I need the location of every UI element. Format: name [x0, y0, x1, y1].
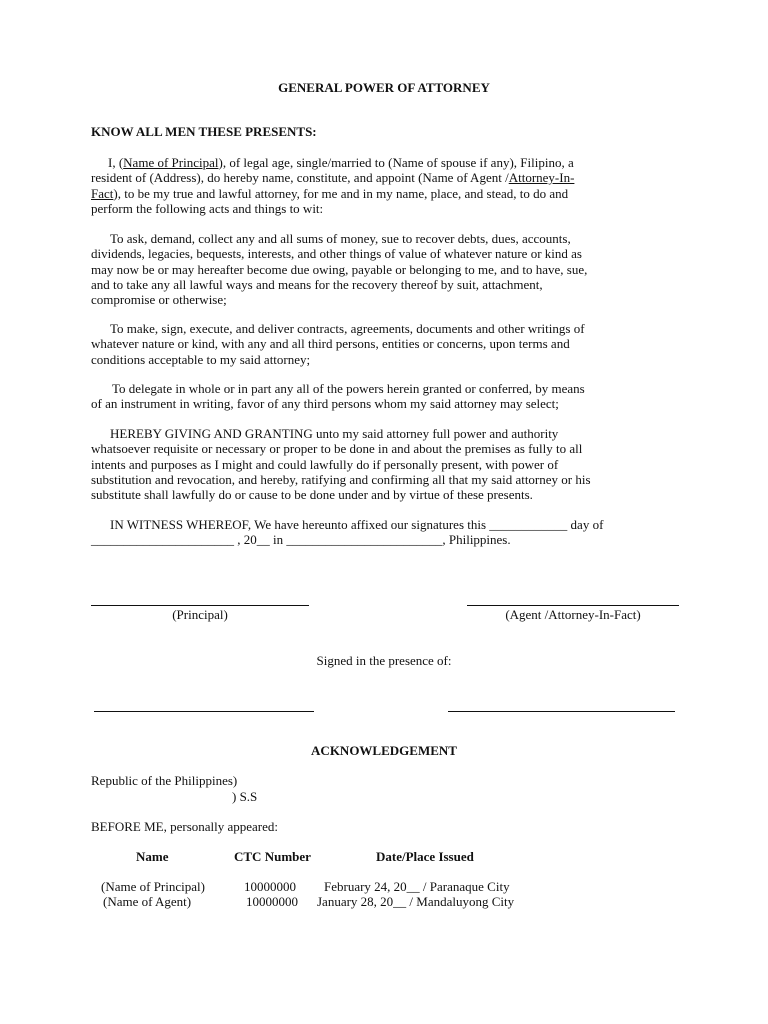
paragraph-delegate: [91, 381, 671, 412]
paragraph-line: IN WITNESS WHEREOF, We have hereunto affixed our signatures this ____________ day of: [110, 517, 604, 532]
text-run: ), to be my true and lawful attorney, for me and in my name, place, and stead, to do and: [113, 185, 569, 201]
agent-signature-line: [467, 605, 679, 606]
paragraph-line: compromise or otherwise;: [91, 292, 227, 308]
paragraph-line: whatever nature or kind, with any and all third persons, entities or concerns, upon terms and: [91, 336, 570, 352]
table-row-1-name: (Name of Principal): [101, 879, 205, 894]
paragraph-line: dividends, legacies, bequests, interests, and other things of value of whatever nature or kind as: [91, 246, 582, 262]
paragraph-line: may now be or may hereafter become due owing, payable or belonging to me, and to have, sue,: [91, 261, 588, 277]
table-row-1-ctc: 10000000: [244, 879, 296, 894]
witness-signature-line-2: [448, 711, 675, 712]
paragraph-line: intents and purposes as I might and could lawfully do if personally present, with power of: [91, 456, 559, 472]
paragraph-line: ______________________ , 20__ in ________________________, Philippines.: [91, 532, 511, 548]
witness-signature-line-1: [94, 711, 314, 712]
know-all-heading: KNOW ALL MEN THESE PRESENTS:: [91, 124, 317, 139]
document-title: GENERAL POWER OF ATTORNEY: [278, 80, 490, 95]
column-header-ctc: CTC Number: [234, 849, 311, 864]
paragraph-line: To make, sign, execute, and deliver contracts, agreements, documents and other writings of: [110, 321, 585, 336]
paragraph-line: [91, 186, 671, 201]
table-row-2-name: (Name of Agent): [103, 894, 192, 909]
table-row-2-ctc: 10000000: [246, 894, 298, 909]
table-row-2-date-place: January 28, 20__ / Mandaluyong City: [317, 894, 515, 909]
column-header-date-place: Date/Place Issued: [376, 849, 474, 864]
paragraph-line: [91, 155, 671, 170]
principal-name-placeholder: Name of Principal: [123, 155, 219, 170]
principal-signature-line: [91, 605, 309, 606]
paragraph-line: whatsoever requisite or necessary or proper to be done in and about the premises as fully to all: [91, 441, 583, 457]
paragraph-line: substitute shall lawfully do or cause to be done under and by virtue of these presents.: [91, 487, 533, 503]
paragraph-line: and to take any all lawful ways and means for the recovery thereof by suit, attachment,: [91, 276, 543, 292]
paragraph-contracts: [91, 321, 671, 367]
paragraph-line: To delegate in whole or in part any all of the powers herein granted or conferred, by means: [112, 381, 585, 396]
ss-text: ) S.S: [232, 789, 258, 804]
paragraph-line: To ask, demand, collect any and all sums of money, sue to recover debts, dues, accounts,: [110, 231, 571, 246]
paragraph-line: substitution and revocation, and hereby, ratifying and confirming all that my said attorney or his: [91, 471, 591, 487]
principal-label: (Principal): [172, 607, 228, 622]
paragraph-witness: [91, 517, 671, 548]
before-me-text: BEFORE ME, personally appeared:: [91, 819, 279, 834]
table-row-1-date-place: February 24, 20__ / Paranaque City: [324, 879, 510, 894]
paragraph-line: HEREBY GIVING AND GRANTING unto my said attorney full power and authority: [110, 426, 559, 441]
fact-text: Fact: [91, 185, 114, 201]
paragraph-line: [91, 170, 671, 185]
column-header-name: Name: [136, 849, 169, 864]
paragraph-line: of an instrument in writing, favor of any third persons whom my said attorney may select;: [91, 396, 559, 412]
paragraph-collect: [91, 231, 671, 307]
attorney-in-fact-text: Attorney-In-: [508, 170, 575, 186]
acknowledgement-title: ACKNOWLEDGEMENT: [311, 743, 457, 758]
republic-text: Republic of the Philippines): [91, 773, 238, 788]
paragraph-appointment: [91, 155, 671, 216]
paragraph-line: perform the following acts and things to wit:: [91, 200, 324, 216]
text-run: ), of legal age, single/married to (Name of spouse if any), Filipino, a: [218, 155, 574, 170]
paragraph-line: conditions acceptable to my said attorney;: [91, 351, 311, 367]
signed-presence-text: Signed in the presence of:: [316, 653, 452, 668]
agent-label: (Agent /Attorney-In-Fact): [505, 607, 641, 622]
paragraph-granting: [91, 426, 671, 502]
text-run: resident of (Address), do hereby name, constitute, and appoint (Name of Agent /: [91, 170, 509, 186]
text-run: I, (: [108, 155, 124, 170]
